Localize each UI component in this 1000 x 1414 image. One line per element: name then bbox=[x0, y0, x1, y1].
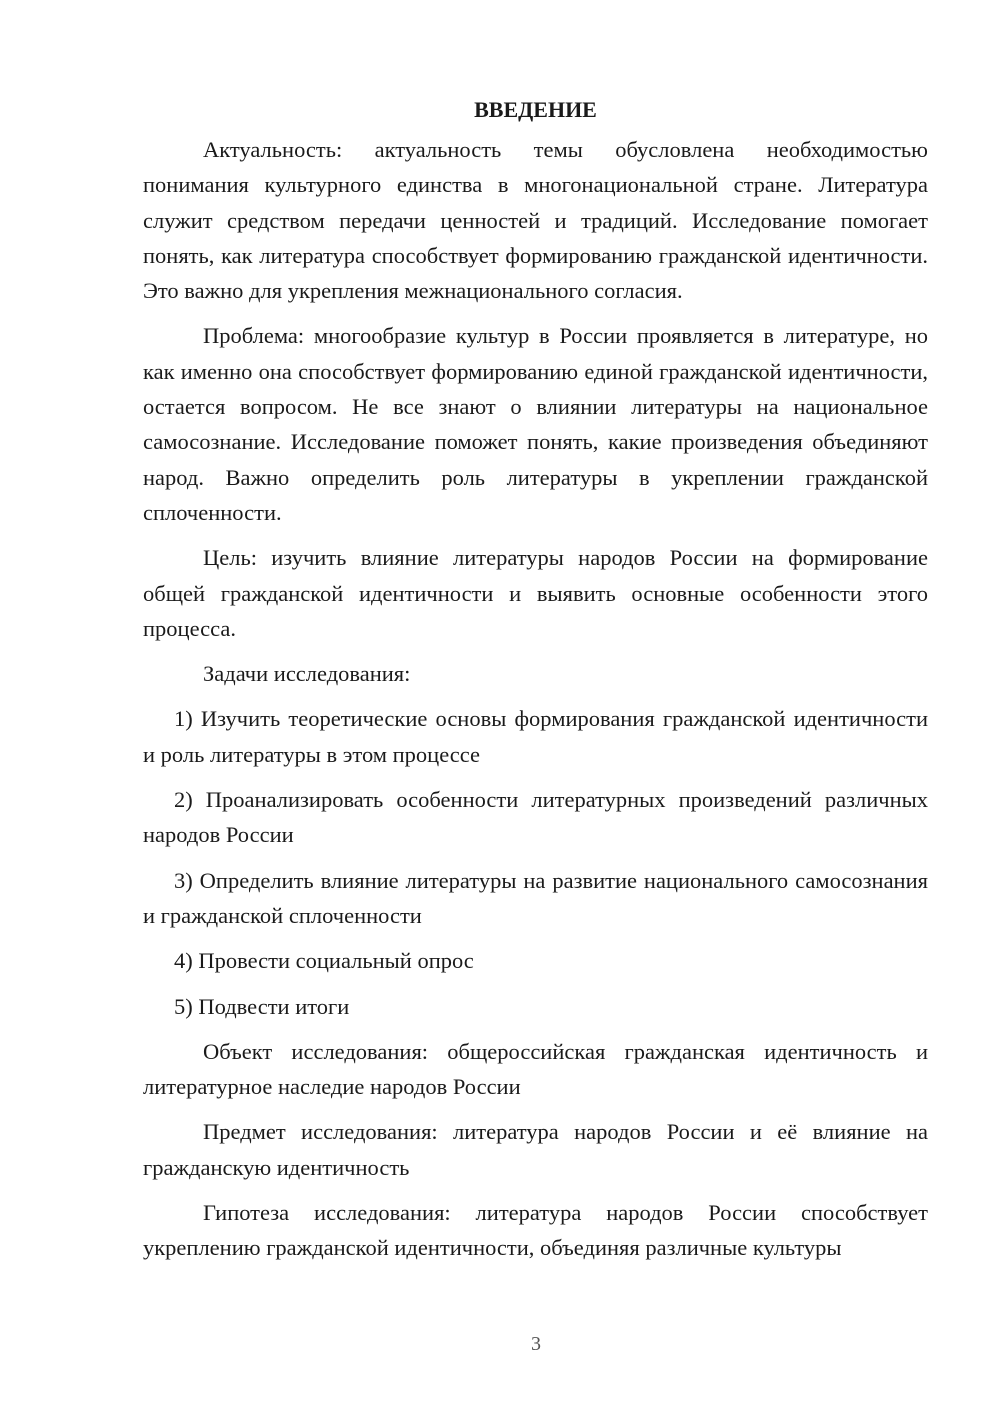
task-item-1: 1) Изучить теоретические основы формирования гражданской идентичности и роль литературы в этом процессе bbox=[143, 706, 928, 767]
goal-paragraph: Цель: изучить влияние литературы народов России на формирование общей гражданской идентичности и выявить основные особенности этого процесса. bbox=[143, 545, 928, 641]
task-item-2: 2) Проанализировать особенности литературных произведений различных народов России bbox=[143, 787, 928, 848]
document-page bbox=[143, 92, 928, 1276]
task-item-4: 4) Провести социальный опрос bbox=[174, 948, 474, 974]
hypothesis-paragraph: Гипотеза исследования: литература народов России способствует укреплению гражданской идентичности, объединяя различные культуры bbox=[143, 1200, 928, 1261]
object-paragraph: Объект исследования: общероссийская гражданская идентичность и литературное наследие народов России bbox=[143, 1038, 928, 1100]
task-item-3: 3) Определить влияние литературы на развитие национального самосознания и гражданской сплоченности bbox=[143, 867, 928, 928]
section-title: ВВЕДЕНИЕ bbox=[474, 97, 597, 122]
subject-paragraph: Предмет исследования: литература народов России и её влияние на гражданскую идентичность bbox=[143, 1119, 928, 1180]
task-item-5: 5) Подвести итоги bbox=[174, 993, 350, 1019]
tasks-heading: Задачи исследования: bbox=[203, 661, 411, 687]
page-number: 3 bbox=[531, 1333, 541, 1355]
relevance-paragraph: Актуальность: актуальность темы обусловлена необходимостью понимания культурного единства в многонациональной стране. Литература служит средством передачи ценностей и традиций. Исследование помогает понять, как литература способствует формированию гражданской идентичности. Это важно для укрепления межнационального согласия. bbox=[143, 137, 928, 304]
problem-paragraph: Проблема: многообразие культур в России проявляется в литературе, но как именно она способствует формированию единой гражданской идентичности, остается вопросом. Не все знают о влиянии литературы на национальное самосознание. Исследование поможет понять, какие произведения объединяют народ. Важно определить роль литературы в укреплении гражданской сплоченности. bbox=[143, 323, 928, 525]
